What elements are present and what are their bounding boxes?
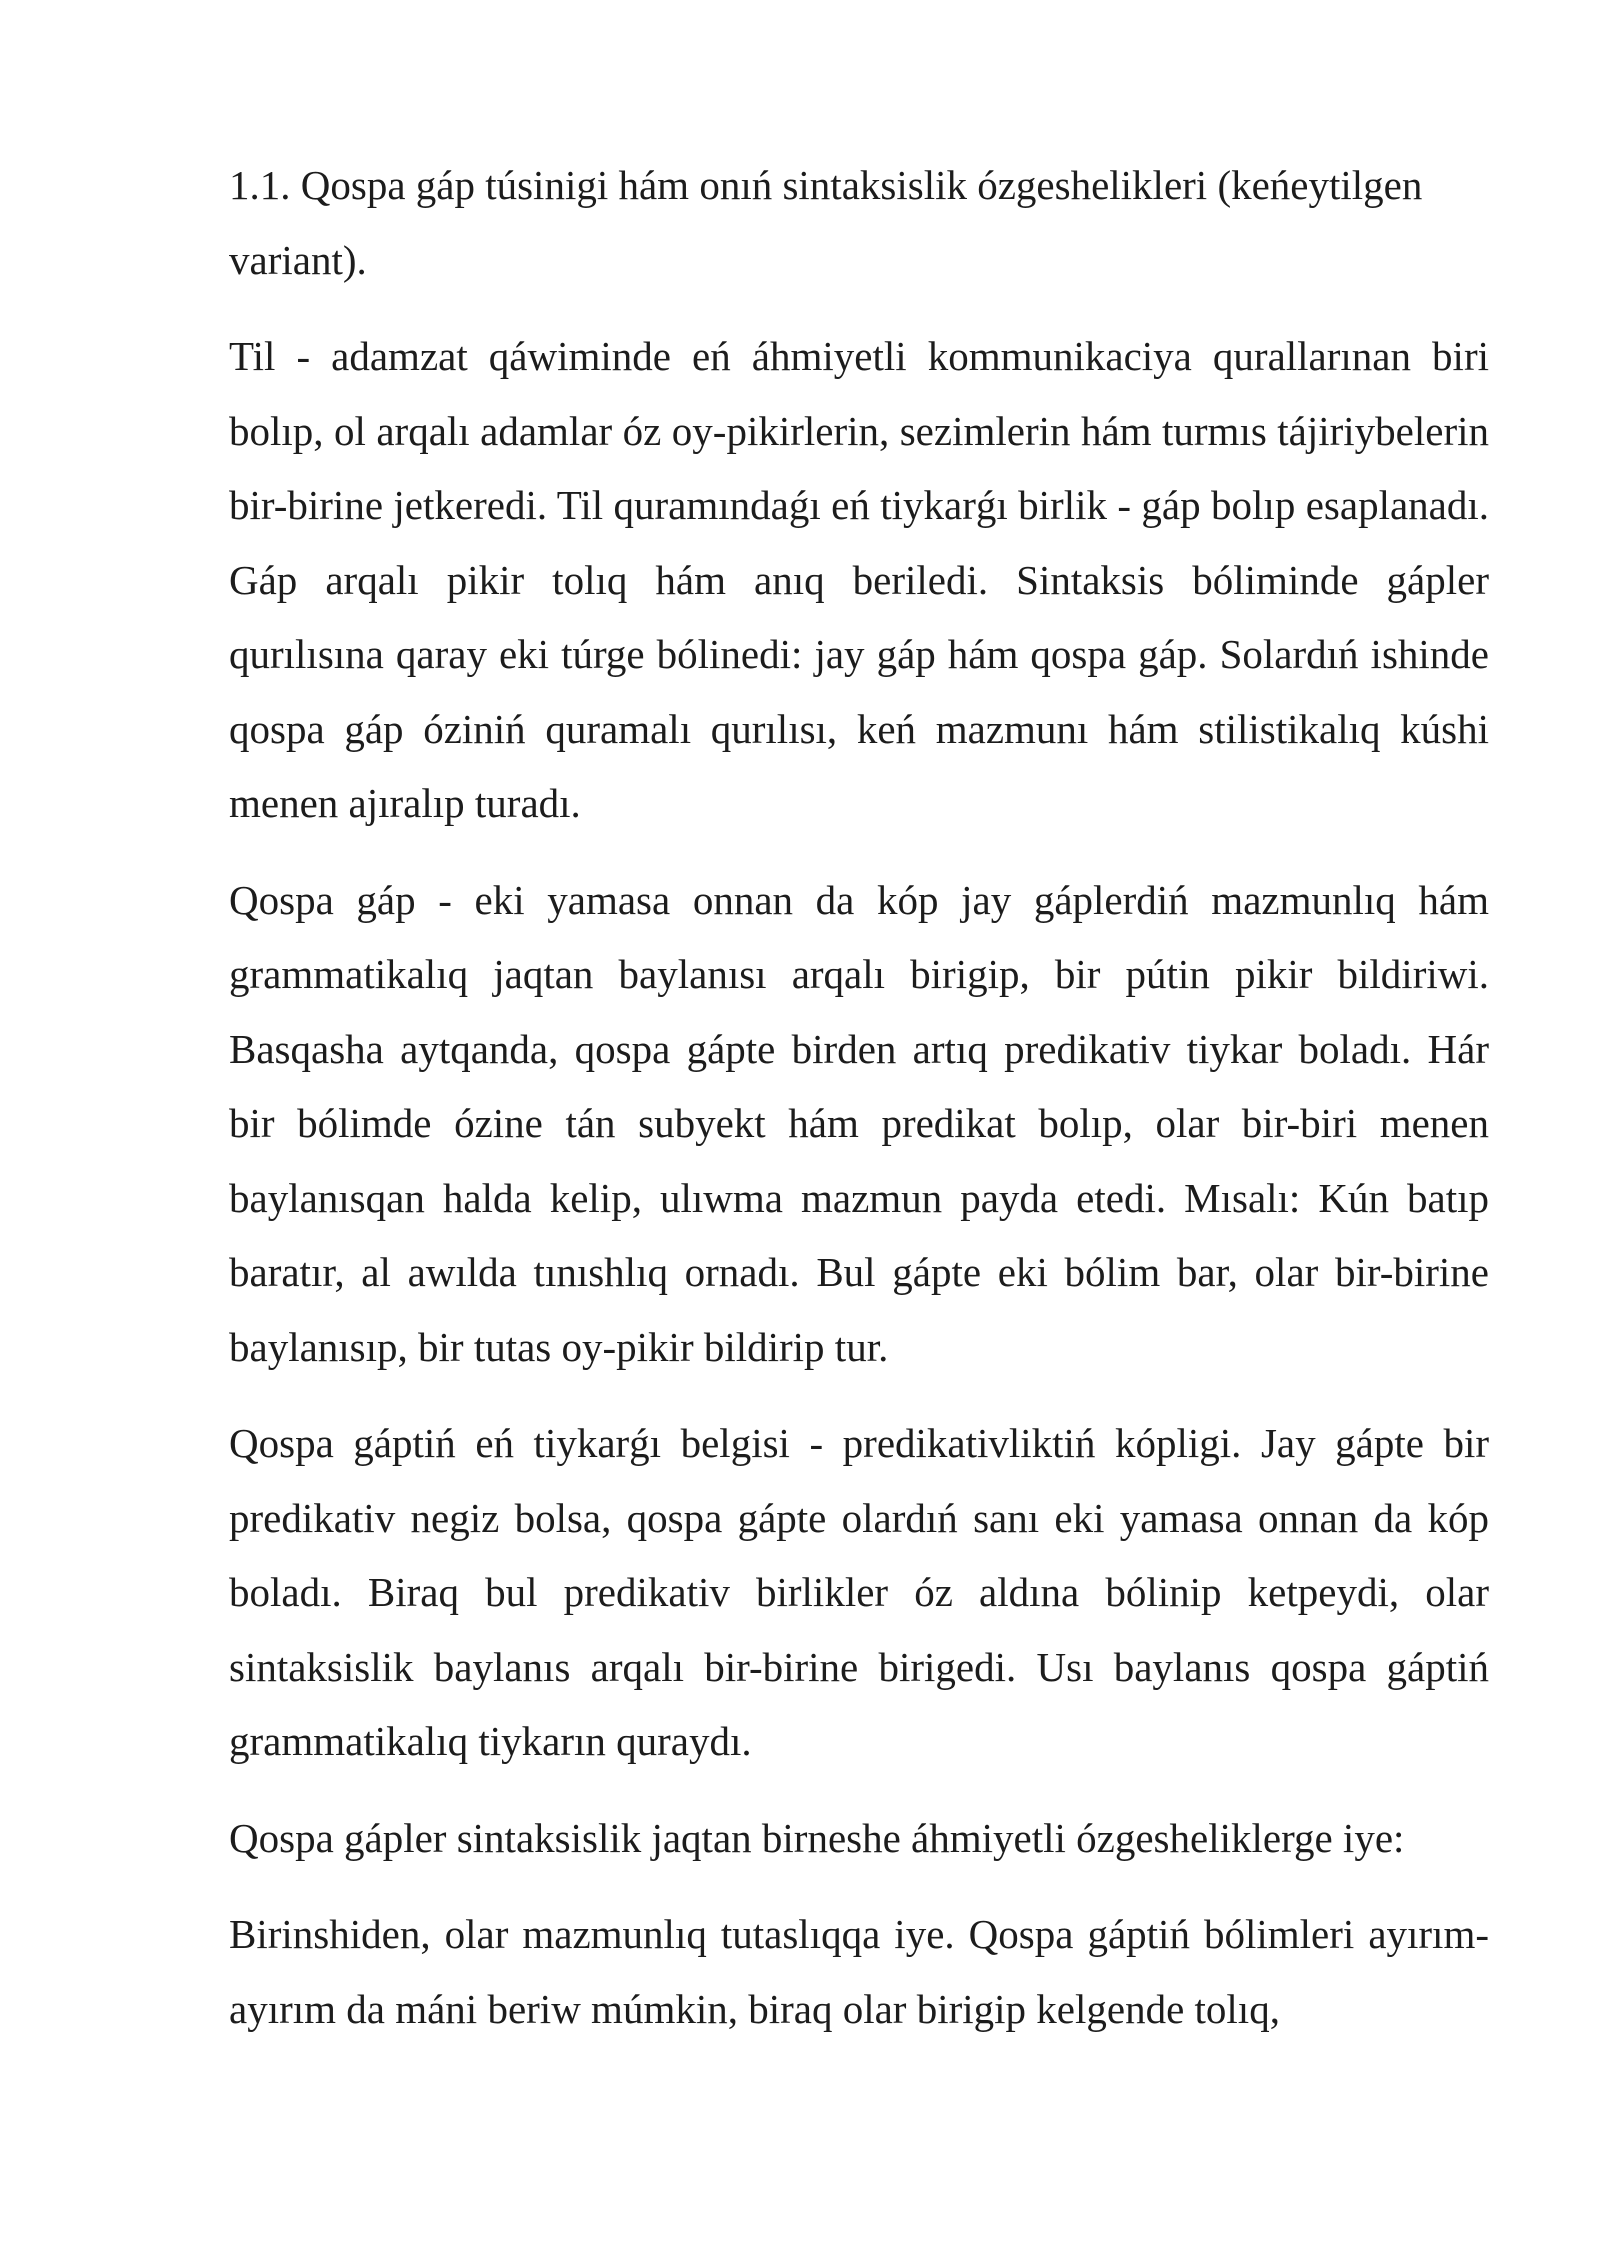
paragraph-5: Birinshiden, olar mazmunlıq tutaslıqqa iye. Qospa gáptiń bólimleri ayırım-ayırım da máni beriw múmkin, biraq olar birigip kelgende tolıq,	[229, 1911, 1489, 2032]
document-page	[229, 148, 1489, 2068]
paragraph-4: Qospa gápler sintaksislik jaqtan birneshe áhmiyetli ózgesheliklerge iye:	[229, 1814, 1405, 1861]
paragraph-2: Qospa gáp - eki yamasa onnan da kóp jay gáplerdiń mazmunlıq hám grammatikalıq jaqtan baylanısı arqalı birigip, bir pútin pikir bildiriwi. Basqasha aytqanda, qospa gápte birden artıq predikativ tiykar boladı. Hár bir bólimde ózine tán subyekt hám predikat bolıp, olar bir-biri menen baylanısqan halda kelip, ulıwma mazmun payda etedi. Mısalı: Kún batıp baratır, al awılda tınıshlıq ornadı. Bul gápte eki bólim bar, olar bir-birine baylanısıp, bir tutas oy-pikir bildirip tur.	[229, 876, 1489, 1370]
paragraph-1: Til - adamzat qáwiminde eń áhmiyetli kommunikaciya qurallarınan biri bolıp, ol arqalı adamlar óz oy-pikirlerin, sezimlerin hám turmıs tájiriybelerin bir-birine jetkeredi. Til quramındaǵı eń tiykarǵı birlik - gáp bolıp esaplanadı. Gáp arqalı pikir tolıq hám anıq beriledi. Sintaksis bóliminde gápler qurılısına qaray eki túrge bólinedi: jay gáp hám qospa gáp. Solardıń ishinde qospa gáp óziniń quramalı qurılısı, keń mazmunı hám stilistikalıq kúshi menen ajıralıp turadı.	[229, 333, 1489, 826]
paragraph-3: Qospa gáptiń eń tiykarǵı belgisi - predikativliktiń kópligi. Jay gápte bir predikativ negiz bolsa, qospa gápte olardıń sanı eki yamasa onnan da kóp boladı. Biraq bul predikativ birlikler óz aldına bólinip ketpeydi, olar sintaksislik baylanıs arqalı bir-birine birigedi. Usı baylanıs qospa gáptiń grammatikalıq tiykarın quraydı.	[229, 1420, 1489, 1764]
section-heading: 1.1. Qospa gáp túsinigi hám onıń sintaksislik ózgeshelikleri (keńeytilgen variant).	[229, 162, 1423, 283]
